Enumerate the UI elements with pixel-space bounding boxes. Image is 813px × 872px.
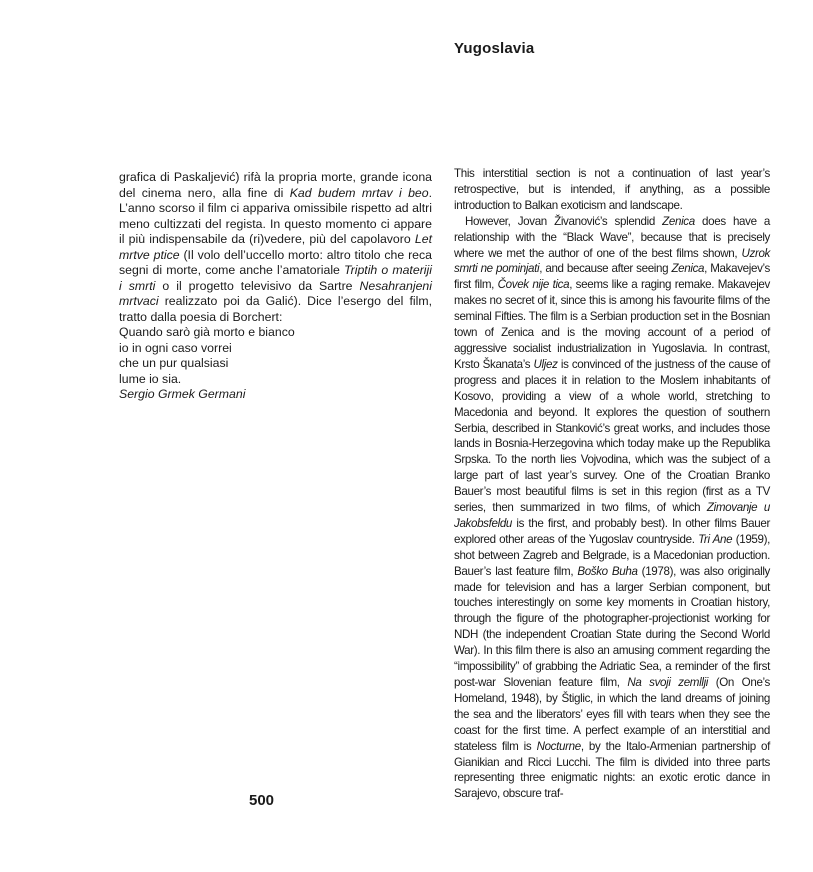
film-title: Kad budem mrtav i beo <box>289 185 429 200</box>
film-title: Uzrok smrti ne pominjati <box>454 246 770 276</box>
film-title: Tri Ane <box>698 532 733 546</box>
poem-line: io in ogni caso vorrei <box>119 340 232 355</box>
page-number: 500 <box>249 792 275 809</box>
film-title: Zenica <box>662 214 695 228</box>
italian-paragraph: grafica di Paskaljević) rifà la propria morte, grande icona del cinema nero, alla fine di Kad budem mrtav i beo. L’anno scorso il film ci appariva omissibile rispetto ad altri meno cultizzati del regista. In questo momento ci appare il più indispensabile da (ri)vedere, più del capolavoro Let mrtve ptice (Il volo dell’uccello morto: altro titolo che reca segni di morte, come anche l’amatoriale Triptih o materiji i smrti o il progetto televisivo da Sartre Nesahranjeni mrtvaci realizzato poi da Galić). Dice l’esergo del film, tratto dalla poesia di Borchert: <box>119 170 433 324</box>
author-signature: Sergio Grmek Germani <box>119 387 246 401</box>
film-title: Let mrtve ptice <box>119 232 432 262</box>
film-title: Uljez <box>533 357 558 371</box>
film-title: Nesahranjeni mrtvaci <box>119 278 432 308</box>
section-title: Yugoslavia <box>454 40 535 57</box>
film-title: Nocturne <box>536 739 581 753</box>
english-paragraph-intro: This interstitial section is not a continuation of last year’s retrospective, but is intended, if anything, as a possible introduction to Balkan exoticism and landscape. <box>454 167 770 212</box>
english-paragraph-main: However, Jovan Živanović’s splendid Zenica does have a relationship with the “Black Wave”, because that is precisely where we met the author of one of the best films shown, Uzrok smrti ne pominjati, and because after seeing Zenica, Makavejev’s first film, Čovek nije tica, seems like a raging remake. Makavejev makes no secret of it, since this is among his favourite films of the seminal Fifties. The film is a Serbian production set in the Bosnian town of Zenica and is the moving account of a period of aggressive socialist industrialization in Yugoslavia. In contrast, Krsto Škanata’s Uljez is convinced of the justness of the cause of progress and places it in relation to the Moslem inhabitants of Kosovo, providing a view of a whole world, stretching to Macedonia and beyond. It explores the question of southern Serbia, described in Stanković’s great works, and includes those lands in Bosnia-Herzegovina which today make up the Republika Srpska. To the north lies Vojvodina, which was the subject of a large part of last year’s survey. One of the Croatian Branko Bauer’s most beautiful films is set in this region (first as a TV series, then summarized in two films, of which Zimovanje u Jakobsfeldu is the first, and probably best). In other films Bauer explored other areas of the Yugoslav countryside. Tri Ane (1959), shot between Zagreb and Belgrade, is a Macedonian production. Bauer’s last feature film, Boško Buha (1978), was also originally made for television and has a larger Serbian component, but touches interestingly on some key moments in Croatian history, through the figure of the photographer-projectionist working for NDH (the independent Croatian State during the Second World War). In this film there is also an amusing comment regarding the “impossibility” of grabbing the Adriatic Sea, a reminder of the first post-war Slovenian feature film, Na svoji zemllji (On One’s Homeland, 1948), by Štiglic, in which the land dreams of joining the sea and the liberators’ eyes fill with tears when they see the coast for the first time. A perfect example of an interstitial and stateless film is Nocturne, by the Italo-Armenian partnership of Gianikian and Ricci Lucchi. The film is divided into three parts representing three enigmatic nights: an exotic erotic dance in Sarajevo, obscure traf- <box>454 214 771 801</box>
english-text-column <box>454 166 770 802</box>
poem-line: lume io sia. <box>119 371 182 386</box>
borchert-poem <box>119 325 432 387</box>
film-title: Zenica <box>671 262 705 276</box>
film-title: Zimovanje u Jakobsfeldu <box>454 501 770 530</box>
film-title: Boško Buha <box>577 564 638 578</box>
film-title: Čovek nije tica <box>497 278 570 292</box>
film-title: Triptih o materiji i smrti <box>119 263 432 293</box>
film-title: Na svoji zemllji <box>627 676 709 689</box>
italian-text-column <box>119 170 432 403</box>
poem-line: che un pur qualsiasi <box>119 356 229 370</box>
poem-line: Quando sarò già morto e bianco <box>119 325 295 339</box>
